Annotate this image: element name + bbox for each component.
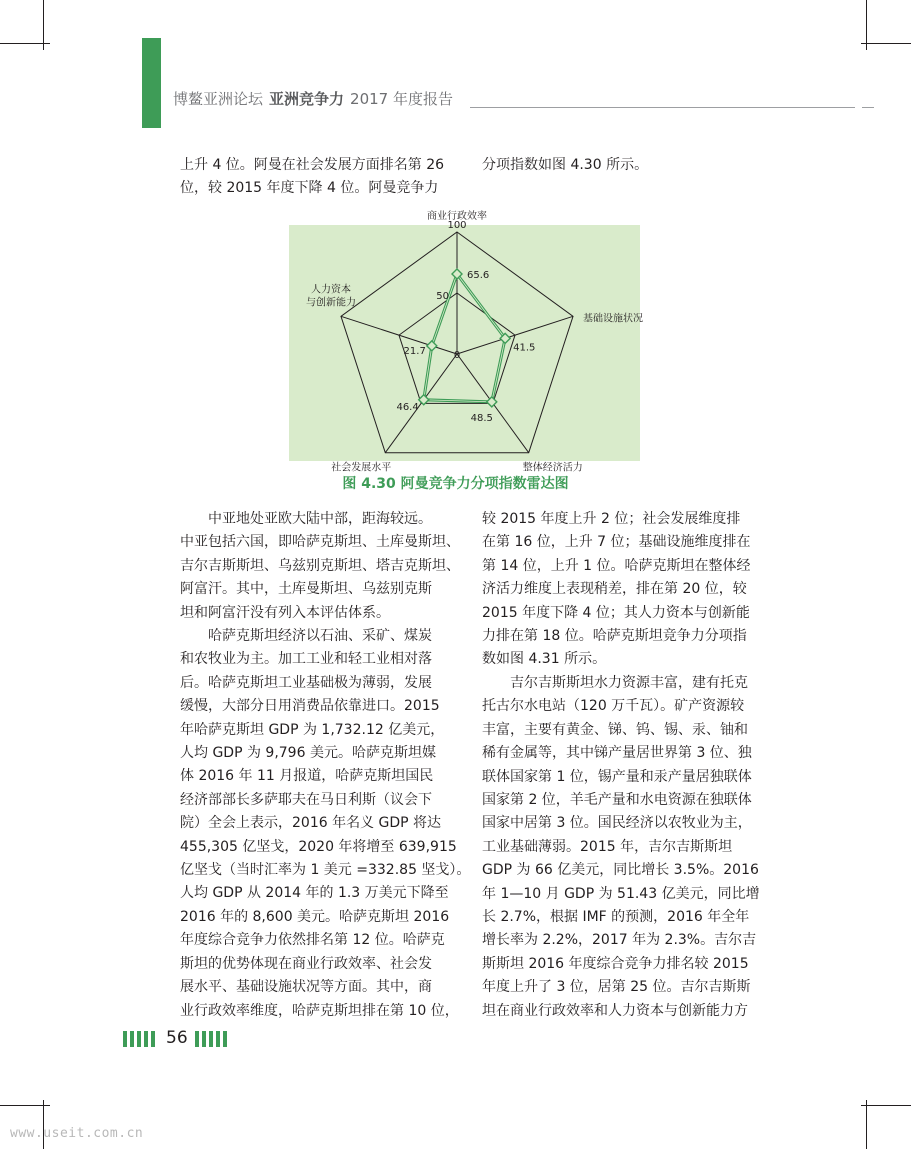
text-line: 人均 GDP 从 2014 年的 1.3 万美元下降至 (180, 885, 449, 902)
radar-value-label: 48.5 (470, 412, 493, 424)
text-line: 后。哈萨克斯坦工业基础极为薄弱，发展 (180, 674, 432, 691)
right-paragraph-1 (482, 508, 757, 672)
radar-scale-label: 100 (447, 220, 467, 231)
crop-mark (43, 1100, 44, 1149)
radar-chart-svg (289, 211, 644, 474)
header-rule-dash (862, 107, 874, 108)
crop-mark (0, 1105, 50, 1106)
text-line: 稀有金属等，其中锑产量居世界第 3 位、独 (482, 745, 752, 762)
text-line: GDP 为 66 亿美元，同比增长 3.5%。2016 (482, 862, 759, 879)
radar-chart (289, 211, 644, 474)
radar-scale-label: 50 (436, 291, 449, 302)
text-line: 人均 GDP 为 9,796 美元。哈萨克斯坦媒 (180, 745, 436, 762)
text-line: 斯斯坦 2016 年度综合竞争力排名较 2015 (482, 955, 749, 972)
header-rule (470, 107, 855, 108)
watermark: www.useit.com.cn (10, 1126, 144, 1141)
radar-axis-label: 整体经济活力 (522, 462, 583, 474)
text-line: 托古尔水电站（120 万千瓦）。矿产资源较 (482, 698, 745, 715)
radar-point (427, 341, 437, 351)
radar-point (487, 397, 497, 407)
text-line: 中亚地处亚欧大陆中部，距海较远。 (208, 511, 432, 527)
radar-axis-label: 商业行政效率 (427, 211, 487, 222)
radar-axis-label: 人力资本 (310, 284, 351, 296)
text-line: 455,305 亿坚戈，2020 年将增至 639,915 (180, 838, 457, 855)
crop-mark (861, 1105, 911, 1106)
radar-scale-label: 0 (453, 350, 461, 361)
text-line: 力排在第 18 位。哈萨克斯坦竞争力分项指 (482, 628, 747, 645)
text-line: 体 2016 年 11 月报道，哈萨克斯坦国民 (180, 768, 434, 785)
left-paragraph-2 (180, 625, 471, 1023)
text-line: 和农牧业为主。加工工业和轻工业相对落 (180, 651, 432, 668)
text-line: 较 2015 年度上升 2 位；社会发展维度排 (482, 511, 741, 527)
text-line: 长 2.7%，根据 IMF 的预测，2016 年全年 (482, 909, 750, 926)
text-line: 济活力维度上表现稍差，排在第 20 位，较 (482, 581, 747, 598)
radar-value-label: 46.4 (396, 401, 419, 413)
text-line: 缓慢，大部分日用消费品依靠进口。2015 (180, 698, 440, 715)
header-report-year: 2017 年度报告 (350, 90, 453, 108)
radar-axis-label: 基础设施状况 (583, 313, 644, 325)
text-line: 第 14 位，上升 1 位。哈萨克斯坦在整体经 (482, 557, 751, 574)
footer-bars-left (123, 1031, 155, 1047)
text-line: 吉尔吉斯斯坦水力资源丰富，建有托克 (510, 675, 748, 691)
text-line: 哈萨克斯坦经济以石油、采矿、煤炭 (208, 628, 432, 644)
header-accent-bar (142, 38, 161, 128)
footer-bars-right (195, 1031, 227, 1047)
text-line: 工业基础薄弱。2015 年，吉尔吉斯斯坦 (482, 838, 733, 855)
text-line: 联体国家第 1 位，锡产量和汞产量居独联体 (482, 768, 752, 785)
text-line: 国家中居第 3 位。国民经济以农牧业为主， (482, 815, 752, 832)
crop-mark (0, 43, 50, 44)
crop-mark (866, 1100, 867, 1149)
text-line: 分项指数如图 4.30 所示。 (482, 157, 649, 173)
text-line: 展水平、基础设施状况等方面。其中，商 (180, 979, 432, 996)
intro-left (180, 154, 455, 201)
figure-caption: 图 4.30 阿曼竞争力分项指数雷达图 (342, 476, 569, 492)
text-line: 年 1—10 月 GDP 为 51.43 亿美元，同比增 (482, 885, 760, 902)
header-forum-name: 博鳌亚洲论坛 (173, 90, 264, 108)
text-line: 上升 4 位。阿曼在社会发展方面排名第 26 (180, 157, 445, 173)
page-number: 56 (166, 1028, 188, 1048)
text-line: 坦和阿富汗没有列入本评估体系。 (180, 604, 390, 621)
text-line: 年度综合竞争力依然排名第 12 位。哈萨克 (180, 932, 445, 949)
text-line: 业行政效率维度，哈萨克斯坦排在第 10 位， (180, 1002, 459, 1019)
text-line: 院）全会上表示，2016 年名义 GDP 将达 (180, 815, 442, 832)
text-line: 经济部部长多萨耶夫在马日利斯（议会下 (180, 791, 432, 808)
radar-axis-label: 与创新能力 (305, 297, 356, 309)
text-line: 2015 年度下降 4 位；其人力资本与创新能 (482, 604, 750, 621)
radar-value-label: 41.5 (513, 342, 536, 354)
radar-axis-label: 社会发展水平 (331, 462, 392, 474)
right-paragraph-2 (482, 672, 760, 1023)
text-line: 位，较 2015 年度下降 4 位。阿曼竞争力 (180, 180, 439, 197)
text-line: 增长率为 2.2%，2017 年为 2.3%。吉尔吉 (482, 932, 757, 949)
running-header (173, 88, 453, 109)
text-line: 亿坚戈（当时汇率为 1 美元 =332.85 坚戈）。 (180, 862, 471, 879)
text-line: 中亚包括六国，即哈萨克斯坦、土库曼斯坦、 (180, 534, 460, 551)
text-line: 斯坦的优势体现在商业行政效率、社会发 (180, 955, 432, 972)
left-paragraph-1 (180, 508, 460, 625)
text-line: 年度上升了 3 位，居第 25 位。吉尔吉斯斯 (482, 979, 751, 996)
intro-right (482, 154, 757, 177)
text-line: 吉尔吉斯斯坦、乌兹别克斯坦、塔吉克斯坦、 (180, 557, 460, 574)
text-line: 坦在商业行政效率和人力资本与创新能力方 (482, 1002, 748, 1019)
header-report-name: 亚洲竞争力 (269, 90, 345, 108)
text-line: 阿富汗。其中，土库曼斯坦、乌兹别克斯 (180, 581, 432, 598)
text-line: 在第 16 位，上升 7 位；基础设施维度排在 (482, 534, 751, 551)
text-line: 数如图 4.31 所示。 (482, 651, 607, 668)
radar-value-label: 21.7 (403, 345, 426, 357)
text-line: 丰富，主要有黄金、锑、钨、锡、汞、铀和 (482, 721, 748, 738)
crop-mark (861, 43, 911, 44)
text-line: 2016 年的 8,600 美元。哈萨克斯坦 2016 (180, 908, 450, 925)
text-line: 国家第 2 位，羊毛产量和水电资源在独联体 (482, 792, 752, 809)
text-line: 年哈萨克斯坦 GDP 为 1,732.12 亿美元， (180, 721, 445, 738)
radar-value-label: 65.6 (467, 269, 490, 281)
